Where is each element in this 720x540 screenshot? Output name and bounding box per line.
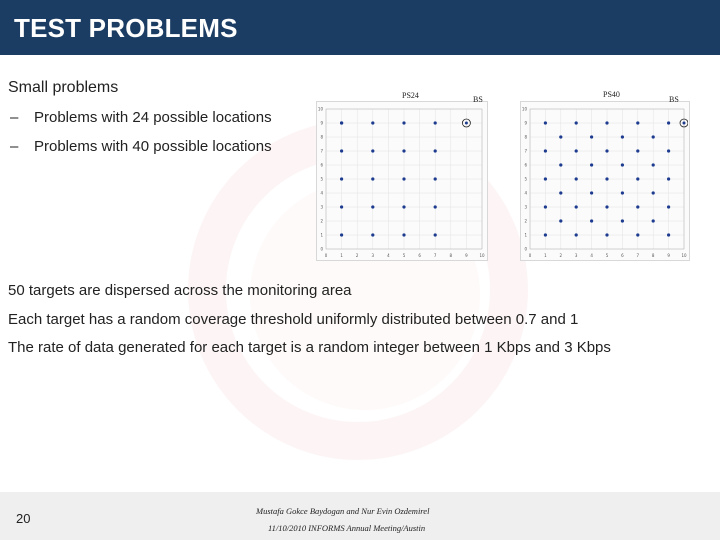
location-point — [544, 149, 547, 152]
location-point — [590, 163, 593, 166]
location-point — [371, 233, 374, 236]
location-point — [340, 149, 343, 152]
ps40-title: PS40 — [603, 90, 620, 99]
location-point — [652, 135, 655, 138]
x-tick-label: 1 — [340, 253, 343, 258]
location-point — [667, 205, 670, 208]
bullet-dash-1: – — [10, 109, 19, 126]
footer-event: 11/10/2010 INFORMS Annual Meeting/Austin — [268, 523, 426, 533]
location-point — [434, 149, 437, 152]
x-tick-label: 2 — [559, 253, 563, 258]
x-tick-label: 8 — [449, 253, 453, 258]
y-tick-label: 0 — [524, 246, 527, 252]
x-tick-label: 0 — [324, 253, 328, 258]
location-point — [575, 233, 578, 236]
x-tick-label: 7 — [636, 253, 640, 258]
bullet-40-locations: Problems with 40 possible locations — [34, 138, 272, 155]
y-tick-label: 6 — [320, 162, 323, 168]
location-point — [605, 177, 608, 180]
location-point — [652, 191, 655, 194]
x-tick-label: 6 — [621, 253, 624, 258]
y-tick-label: 9 — [320, 120, 323, 126]
location-point — [559, 219, 562, 222]
location-point — [340, 177, 343, 180]
x-tick-label: 3 — [574, 253, 578, 258]
ps24-bs-label: BS — [473, 95, 483, 104]
slide-title: TEST PROBLEMS — [14, 13, 238, 43]
x-tick-label: 2 — [355, 253, 359, 258]
y-tick-label: 5 — [320, 176, 323, 182]
location-point — [575, 149, 578, 152]
location-point — [402, 233, 405, 236]
y-tick-label: 7 — [320, 148, 323, 154]
x-tick-label: 7 — [433, 253, 437, 258]
location-point — [590, 135, 593, 138]
x-tick-label: 4 — [387, 253, 390, 258]
y-tick-label: 10 — [317, 106, 323, 112]
y-tick-label: 5 — [524, 176, 527, 182]
location-point — [402, 205, 405, 208]
location-point — [667, 233, 670, 236]
subtitle: Small problems — [8, 79, 119, 96]
y-tick-label: 1 — [524, 232, 527, 238]
ps24-title: PS24 — [402, 91, 419, 100]
location-point — [559, 163, 562, 166]
location-point — [667, 149, 670, 152]
location-point — [544, 233, 547, 236]
x-tick-label: 10 — [479, 253, 485, 258]
y-tick-label: 0 — [320, 246, 323, 252]
x-tick-label: 0 — [528, 253, 532, 258]
location-point — [402, 121, 405, 124]
location-point — [636, 149, 639, 152]
location-point — [636, 177, 639, 180]
location-point — [544, 205, 547, 208]
footer-authors: Mustafa Gokce Baydogan and Nur Evin Ozdemirel — [256, 506, 430, 516]
location-point — [371, 205, 374, 208]
location-point — [434, 233, 437, 236]
ps24-location-plot — [316, 101, 486, 259]
bullet-24-locations: Problems with 24 possible locations — [34, 109, 272, 126]
base-station-center — [683, 122, 686, 125]
location-point — [434, 177, 437, 180]
x-tick-label: 6 — [418, 253, 421, 258]
x-tick-label: 1 — [544, 253, 547, 258]
location-point — [434, 121, 437, 124]
paragraph-threshold: Each target has a random coverage threshold uniformly distributed between 0.7 and 1 — [8, 311, 579, 328]
location-point — [575, 205, 578, 208]
location-point — [636, 233, 639, 236]
y-tick-label: 9 — [524, 120, 527, 126]
y-tick-label: 4 — [320, 190, 323, 196]
location-point — [371, 149, 374, 152]
location-point — [652, 163, 655, 166]
y-tick-label: 7 — [524, 148, 527, 154]
location-point — [621, 191, 624, 194]
location-point — [621, 163, 624, 166]
location-point — [559, 135, 562, 138]
title-bar — [0, 0, 720, 55]
location-point — [402, 177, 405, 180]
location-point — [590, 191, 593, 194]
location-point — [621, 135, 624, 138]
ps40-location-plot — [520, 101, 688, 259]
x-tick-label: 3 — [371, 253, 375, 258]
location-point — [340, 233, 343, 236]
location-point — [605, 233, 608, 236]
y-tick-label: 3 — [524, 204, 527, 210]
location-point — [559, 191, 562, 194]
bullet-dash-2: – — [10, 138, 19, 155]
location-point — [544, 121, 547, 124]
y-tick-label: 10 — [521, 106, 527, 112]
base-station-center — [465, 122, 468, 125]
x-tick-label: 4 — [590, 253, 593, 258]
x-tick-label: 10 — [681, 253, 687, 258]
location-point — [652, 219, 655, 222]
location-point — [371, 177, 374, 180]
location-point — [434, 205, 437, 208]
y-tick-label: 1 — [320, 232, 323, 238]
paragraph-data-rate: The rate of data generated for each target is a random integer between 1 Kbps and 3 Kbps — [8, 339, 611, 356]
ps40-bs-label: BS — [669, 95, 679, 104]
location-point — [621, 219, 624, 222]
location-point — [575, 177, 578, 180]
x-tick-label: 5 — [605, 253, 609, 258]
y-tick-label: 6 — [524, 162, 527, 168]
location-point — [667, 177, 670, 180]
location-point — [605, 149, 608, 152]
y-tick-label: 2 — [320, 218, 323, 224]
paragraph-targets: 50 targets are dispersed across the monitoring area — [8, 282, 352, 299]
page-number: 20 — [16, 511, 31, 526]
location-point — [667, 121, 670, 124]
location-point — [636, 205, 639, 208]
location-point — [340, 205, 343, 208]
x-tick-label: 9 — [465, 253, 468, 258]
y-tick-label: 4 — [524, 190, 527, 196]
y-tick-label: 8 — [524, 134, 527, 140]
y-tick-label: 3 — [320, 204, 323, 210]
location-point — [340, 121, 343, 124]
location-point — [605, 121, 608, 124]
x-tick-label: 9 — [667, 253, 670, 258]
location-point — [590, 219, 593, 222]
location-point — [605, 205, 608, 208]
location-point — [636, 121, 639, 124]
x-tick-label: 5 — [402, 253, 406, 258]
location-point — [371, 121, 374, 124]
x-tick-label: 8 — [651, 253, 655, 258]
y-tick-label: 2 — [524, 218, 527, 224]
location-point — [575, 121, 578, 124]
y-tick-label: 8 — [320, 134, 323, 140]
location-point — [544, 177, 547, 180]
location-point — [402, 149, 405, 152]
